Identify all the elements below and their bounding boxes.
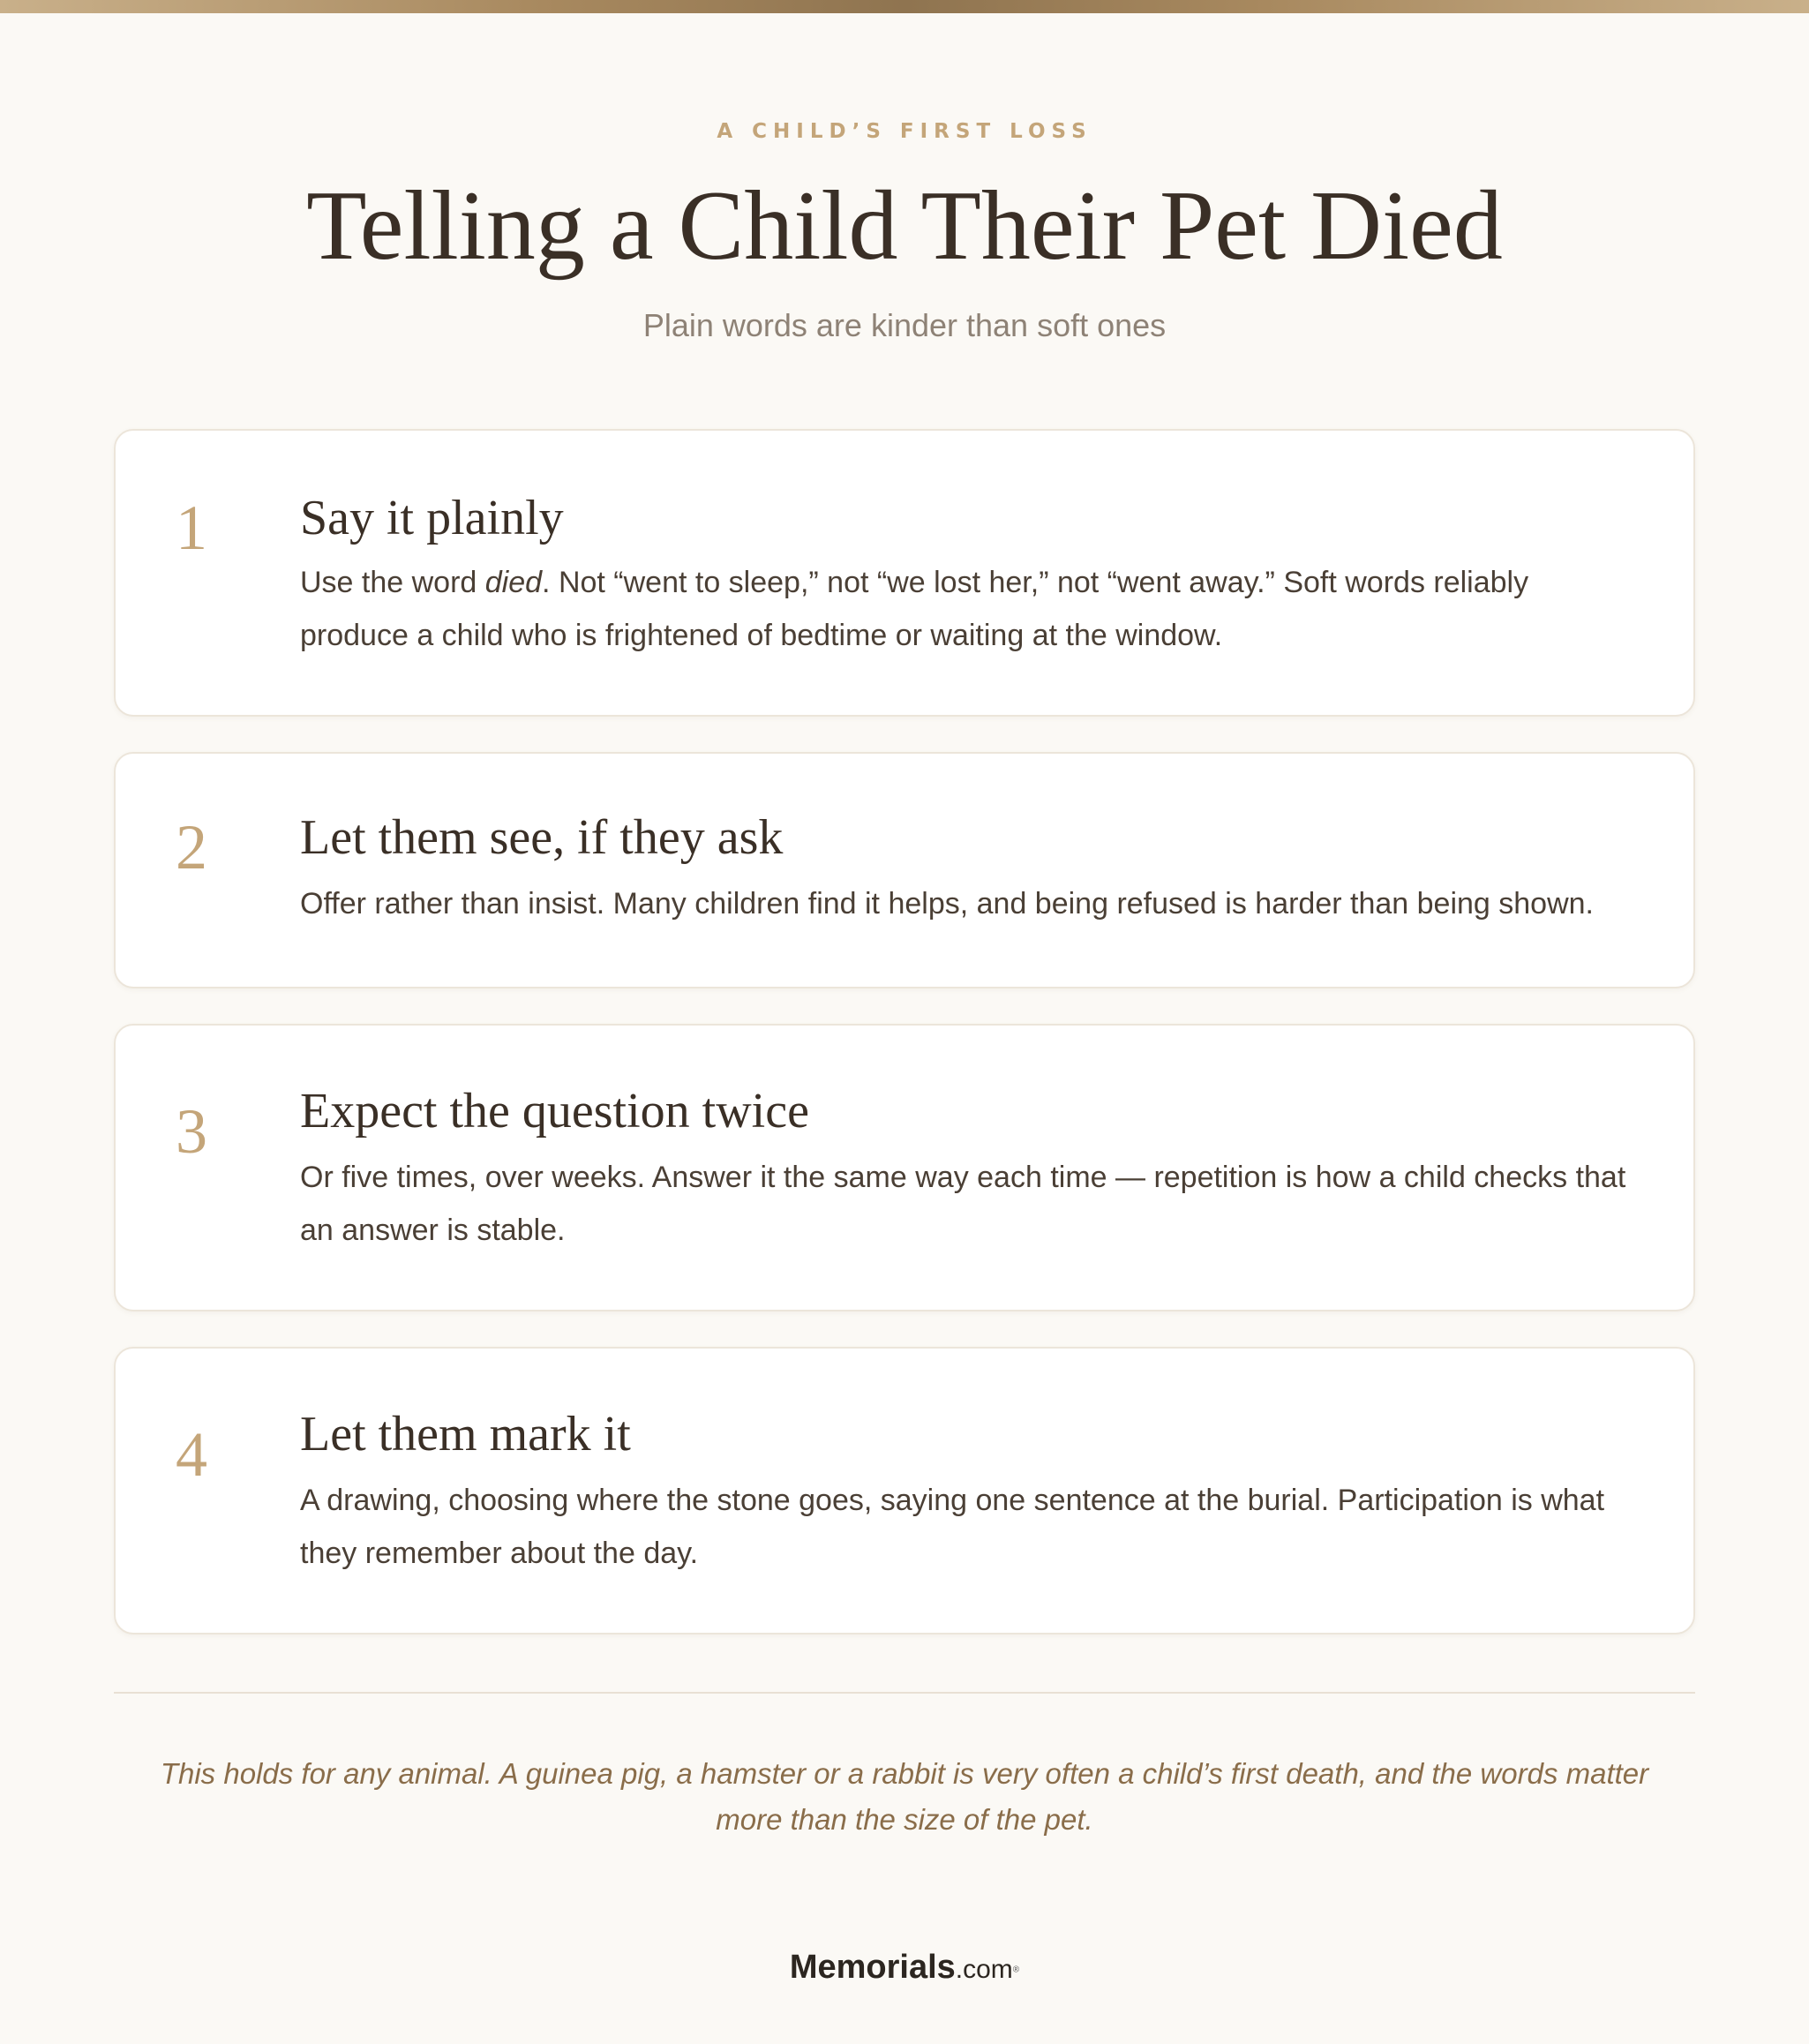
step-card-1 bbox=[114, 429, 1695, 717]
step-number: 4 bbox=[176, 1419, 207, 1490]
step-body: A drawing, choosing where the stone goes, saying one sentence at the burial. Participation is what they remember about the day. bbox=[300, 1484, 1605, 1570]
footnote-text: This holds for any animal. A guinea pig, a hamster or a rabbit is very often a child’s first death, and the words matter more than the size of the pet. bbox=[160, 1757, 1649, 1836]
footer-divider bbox=[114, 1692, 1695, 1694]
step-number: 3 bbox=[176, 1096, 207, 1167]
top-accent-bar bbox=[0, 0, 1809, 13]
step-card-2 bbox=[114, 752, 1695, 988]
eyebrow-label: A CHILD’S FIRST LOSS bbox=[717, 120, 1092, 143]
step-title: Expect the question twice bbox=[300, 1084, 809, 1138]
page-subtitle: Plain words are kinder than soft ones bbox=[642, 307, 1167, 343]
memorials-logo[interactable] bbox=[781, 1949, 1028, 1998]
logo-domain: .com bbox=[955, 1955, 1013, 1984]
step-number: 2 bbox=[176, 812, 207, 883]
step-title: Say it plainly bbox=[300, 491, 564, 545]
step-title: Let them see, if they ask bbox=[300, 810, 784, 865]
step-card-3 bbox=[114, 1024, 1695, 1311]
step-title: Let them mark it bbox=[300, 1407, 631, 1462]
page-title: Telling a Child Their Pet Died bbox=[306, 171, 1503, 281]
step-body: Or five times, over weeks. Answer it the same way each time — repetition is how a child checks that an answer is stable. bbox=[300, 1161, 1626, 1247]
step-number: 1 bbox=[176, 492, 207, 563]
step-card-4 bbox=[114, 1347, 1695, 1634]
step-body: Use the word died. Not “went to sleep,” not “we lost her,” not “went away.” Soft words reliably produce a child who is frightened of bedtime or waiting at the window. bbox=[300, 566, 1529, 652]
step-body: Offer rather than insist. Many children find it helps, and being refused is harder than being shown. bbox=[300, 887, 1595, 921]
logo-registered-mark: ® bbox=[1012, 1965, 1020, 1975]
logo-name: Memorials bbox=[789, 1949, 956, 1986]
emphasis-died: died bbox=[484, 566, 543, 599]
